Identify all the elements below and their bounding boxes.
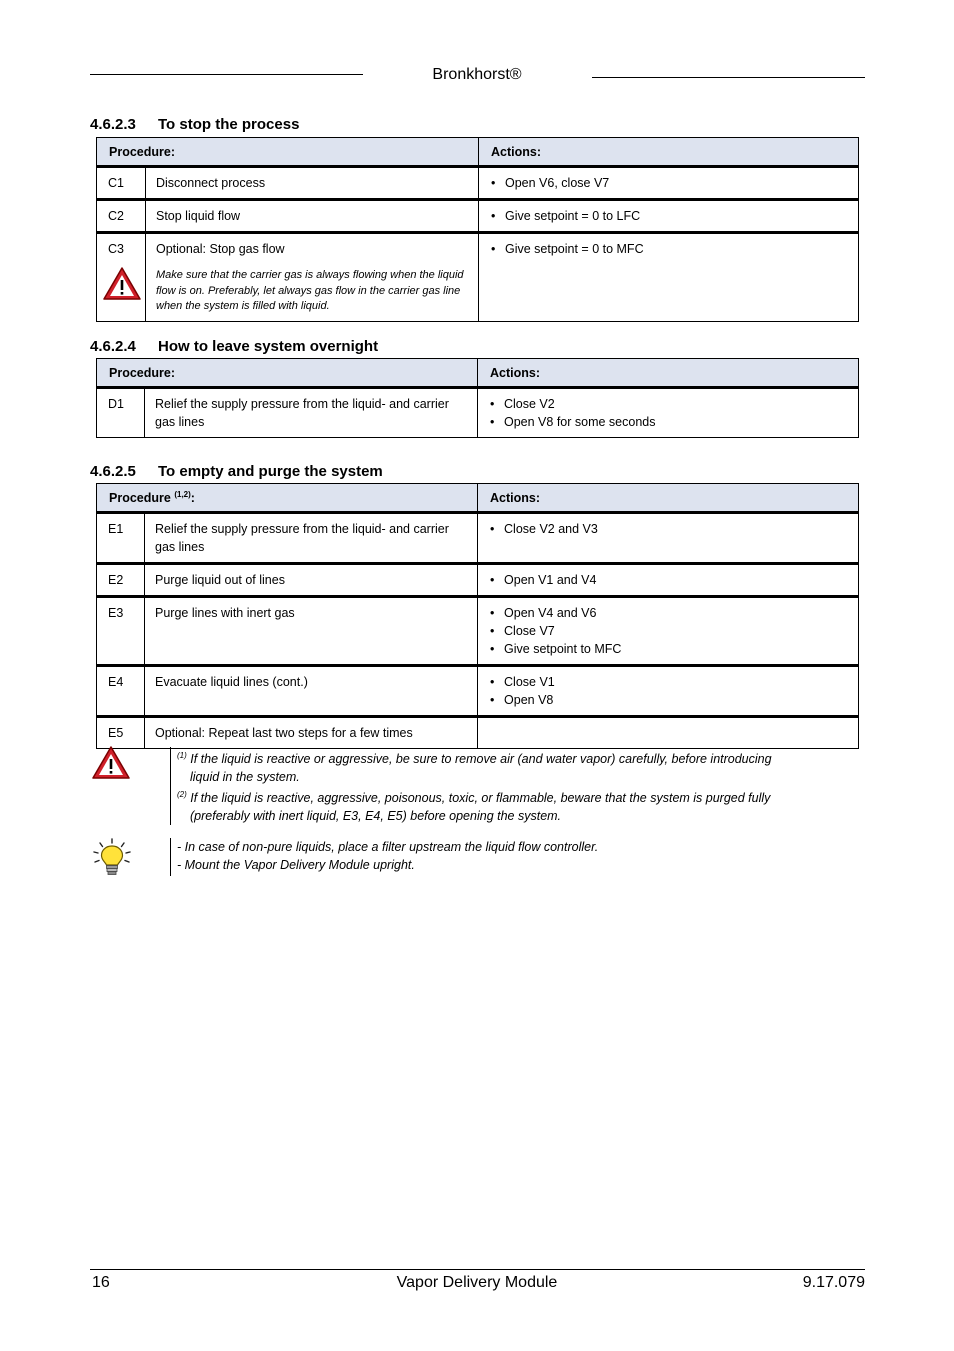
column-header-procedure: Procedure: xyxy=(97,359,478,388)
action-item: • Close V1 xyxy=(504,673,848,691)
step-procedure: Relief the supply pressure from the liquid- and carrier gas lines xyxy=(145,388,478,438)
procedure-table-purge xyxy=(96,483,859,749)
footer-rule xyxy=(90,1269,865,1270)
column-header-procedure: Procedure: xyxy=(97,138,479,167)
step-id: E1 xyxy=(97,513,145,564)
action-item: • Close V2 and V3 xyxy=(504,520,848,538)
column-header-procedure-text: Procedure xyxy=(109,491,171,506)
step-id: D1 xyxy=(97,388,145,438)
table-row xyxy=(97,200,859,233)
step-id: C2 xyxy=(97,200,146,233)
action-item: • Close V7 xyxy=(504,622,848,640)
action-item: • Close V2 xyxy=(504,395,848,413)
carrier-gas-note: Make sure that the carrier gas is always flowing when the liquid flow is on. Preferably, let always gas flow in the carrier gas line when the system is filled with liquid. xyxy=(156,269,464,312)
step-id: E4 xyxy=(97,666,145,717)
action-item: • Give setpoint = 0 to MFC xyxy=(505,240,848,258)
table-row xyxy=(97,388,859,438)
section-title xyxy=(90,463,383,480)
step-procedure: Stop liquid flow xyxy=(146,200,479,233)
tip-item: - Mount the Vapor Delivery Module upright. xyxy=(177,858,415,872)
step-actions xyxy=(478,597,859,666)
step-actions xyxy=(478,666,859,717)
warning-icon xyxy=(102,266,142,302)
step-actions xyxy=(478,564,859,597)
footnote xyxy=(177,786,827,807)
column-header-actions: Actions: xyxy=(478,484,859,513)
table-row xyxy=(97,513,859,564)
step-procedure: Evacuate liquid lines (cont.) xyxy=(145,666,478,717)
procedure-table-stop xyxy=(96,137,859,322)
brand-name: Bronkhorst® xyxy=(432,66,522,83)
action-item: • Open V6, close V7 xyxy=(505,174,848,192)
step-id: E2 xyxy=(97,564,145,597)
column-header-suffix: : xyxy=(190,491,195,506)
section-number: 4.6.2.3 xyxy=(90,116,136,133)
table-row xyxy=(97,717,859,749)
action-item: • Open V1 and V4 xyxy=(504,571,848,589)
step-id-label: C3 xyxy=(108,242,124,256)
step-procedure: Purge lines with inert gas xyxy=(145,597,478,666)
table-row xyxy=(97,167,859,200)
footnote-marker: (1) xyxy=(177,751,187,760)
document-number: 9.17.079 xyxy=(802,1274,865,1291)
action-item: • Open V8 xyxy=(504,691,848,709)
footnote-text: If the liquid is reactive or aggressive, be sure to remove air (and water vapor) carefully, before introducing xyxy=(190,752,772,767)
table-row xyxy=(97,564,859,597)
step-actions xyxy=(479,200,859,233)
step-id: E5 xyxy=(97,717,145,749)
action-item: • Open V8 for some seconds xyxy=(504,413,848,431)
table-row xyxy=(97,666,859,717)
step-actions xyxy=(479,167,859,200)
page-number: 16 xyxy=(92,1274,110,1291)
step-procedure-text: Optional: Stop gas flow xyxy=(156,242,285,256)
section-heading: How to leave system overnight xyxy=(158,338,379,355)
step-actions xyxy=(478,717,859,749)
section-title xyxy=(90,338,378,355)
section-number: 4.6.2.5 xyxy=(90,463,136,480)
section-number: 4.6.2.4 xyxy=(90,338,136,355)
footnote-continuation: (preferably with inert liquid, E3, E4, E5) before opening the system. xyxy=(190,809,562,824)
tip-item: - In case of non-pure liquids, place a filter upstream the liquid flow controller. xyxy=(177,840,599,854)
section-title xyxy=(90,116,299,133)
footnote-continuation: liquid in the system. xyxy=(190,770,300,785)
footnote xyxy=(177,747,827,768)
tip-notes xyxy=(170,838,827,876)
step-id: E3 xyxy=(97,597,145,666)
step-procedure: Purge liquid out of lines xyxy=(145,564,478,597)
footnote-marker: (2) xyxy=(177,790,187,800)
warning-icon xyxy=(91,745,131,781)
step-procedure xyxy=(146,233,479,322)
action-item: • Give setpoint = 0 to LFC xyxy=(505,207,848,225)
table-row xyxy=(97,233,859,322)
step-procedure: Disconnect process xyxy=(146,167,479,200)
footnote-text: If the liquid is reactive, aggressive, poisonous, toxic, or flammable, beware that the system is purged fully xyxy=(190,791,771,806)
section-heading: To empty and purge the system xyxy=(158,463,383,480)
action-item: • Open V4 and V6 xyxy=(504,604,848,622)
step-id xyxy=(97,233,146,322)
action-item: • Give setpoint to MFC xyxy=(504,640,848,658)
warning-notes xyxy=(170,747,827,825)
step-actions xyxy=(479,233,859,322)
step-procedure: Optional: Repeat last two steps for a few times xyxy=(145,717,478,749)
step-id: C1 xyxy=(97,167,146,200)
column-header-actions: Actions: xyxy=(479,138,859,167)
document-title: Vapor Delivery Module xyxy=(396,1274,558,1291)
table-row xyxy=(97,597,859,666)
column-header-procedure xyxy=(97,484,478,513)
step-actions xyxy=(478,388,859,438)
step-actions xyxy=(478,513,859,564)
column-header-footnote-ref: (1,2) xyxy=(174,490,191,499)
column-header-actions: Actions: xyxy=(478,359,859,388)
procedure-table-overnight xyxy=(96,358,859,438)
section-heading: To stop the process xyxy=(158,116,300,133)
lightbulb-icon xyxy=(92,838,132,878)
step-procedure: Relief the supply pressure from the liquid- and carrier gas lines xyxy=(145,513,478,564)
